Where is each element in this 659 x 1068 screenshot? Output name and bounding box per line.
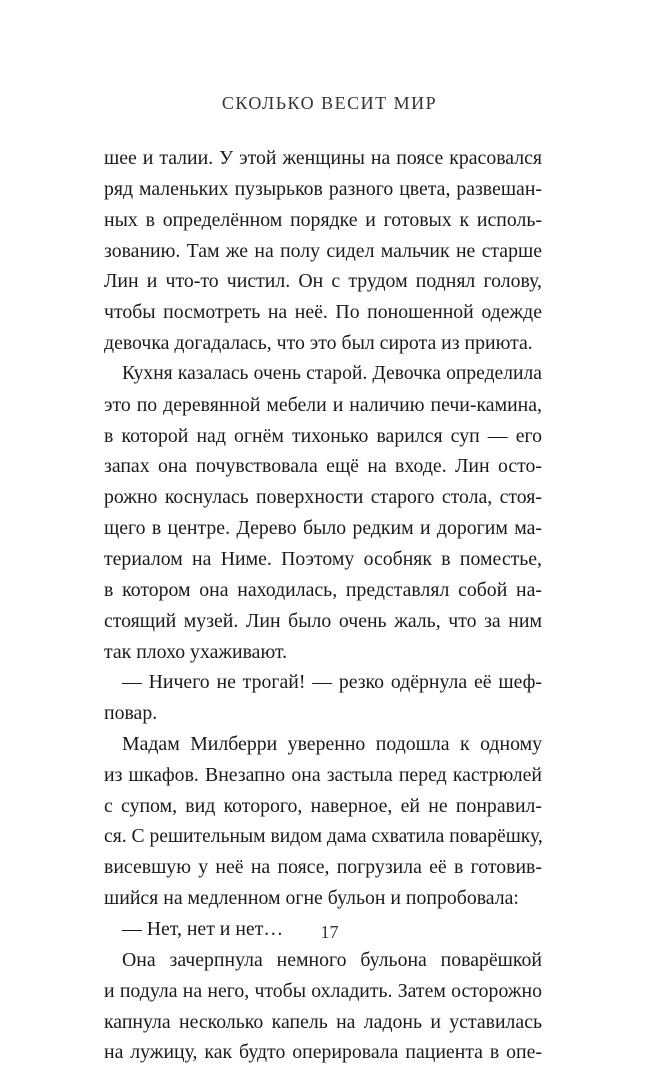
running-title: СКОЛЬКО ВЕСИТ МИР bbox=[221, 93, 438, 113]
text-line: — Ничего не трогай! — резко одёрнула её шеф- bbox=[122, 671, 542, 694]
text-line: капнула несколько капель на ладонь и уставилась bbox=[104, 1010, 542, 1033]
text-line: с супом, вид которого, наверное, ей не понравил- bbox=[104, 794, 542, 817]
text-line: Она зачерпнула немного бульона поварёшкой bbox=[122, 948, 542, 971]
text-line: чтобы посмотреть на неё. По поношенной одежде bbox=[104, 301, 542, 324]
text-line: ряд маленьких пузырьков разного цвета, развешан- bbox=[104, 177, 542, 200]
text-line: повар. bbox=[104, 702, 158, 725]
text-line: зованию. Там же на полу сидел мальчик не старше bbox=[104, 239, 542, 262]
text-line: ся. С решительным видом дама схватила поварёшку, bbox=[104, 825, 543, 847]
text-line: это по деревянной мебели и наличию печи-камина, bbox=[104, 393, 542, 416]
text-line: Кухня казалась очень старой. Девочка определила bbox=[122, 362, 542, 384]
text-line: шее и талии. У этой женщины на поясе красовался bbox=[104, 147, 542, 169]
text-line: рожно коснулась поверхности старого стола, стоя- bbox=[104, 486, 542, 509]
text-line: из шкафов. Внезапно она застыла перед кастрюлей bbox=[104, 763, 542, 786]
text-line: в котором она находилась, представлял собой на- bbox=[104, 578, 542, 601]
page-number: 17 bbox=[320, 922, 339, 942]
text-line: на лужицу, как будто оперировала пациента в опе- bbox=[104, 1041, 542, 1064]
text-line: висевшую у неё на поясе, погрузила её в готовив- bbox=[104, 856, 542, 879]
text-line: Мадам Милберри уверенно подошла к одному bbox=[122, 733, 542, 756]
text-line: щего в центре. Дерево было редким и дорогим ма- bbox=[104, 517, 542, 540]
text-line: в которой над огнём тихонько варился суп — его bbox=[104, 424, 542, 447]
text-line: так плохо ухаживают. bbox=[104, 640, 288, 663]
text-line: девочка догадалась, что это был сирота из приюта. bbox=[104, 332, 533, 355]
text-line: Лин и что-то чистил. Он с трудом поднял голову, bbox=[104, 270, 542, 293]
text-line: — Нет, нет и нет… bbox=[122, 918, 284, 941]
text-line: шийся на медленном огне бульон и попробовала: bbox=[104, 887, 519, 910]
text-line: ных в определённом порядке и готовых к исполь- bbox=[104, 208, 542, 231]
text-line: и подула на него, чтобы охладить. Затем осторожно bbox=[104, 979, 542, 1002]
text-line: запах она почувствовала ещё на входе. Лин осто- bbox=[104, 455, 542, 478]
text-line: териалом на Ниме. Поэтому особняк в поместье, bbox=[104, 547, 542, 570]
text-line: стоящий музей. Лин было очень жаль, что за ним bbox=[104, 609, 542, 632]
